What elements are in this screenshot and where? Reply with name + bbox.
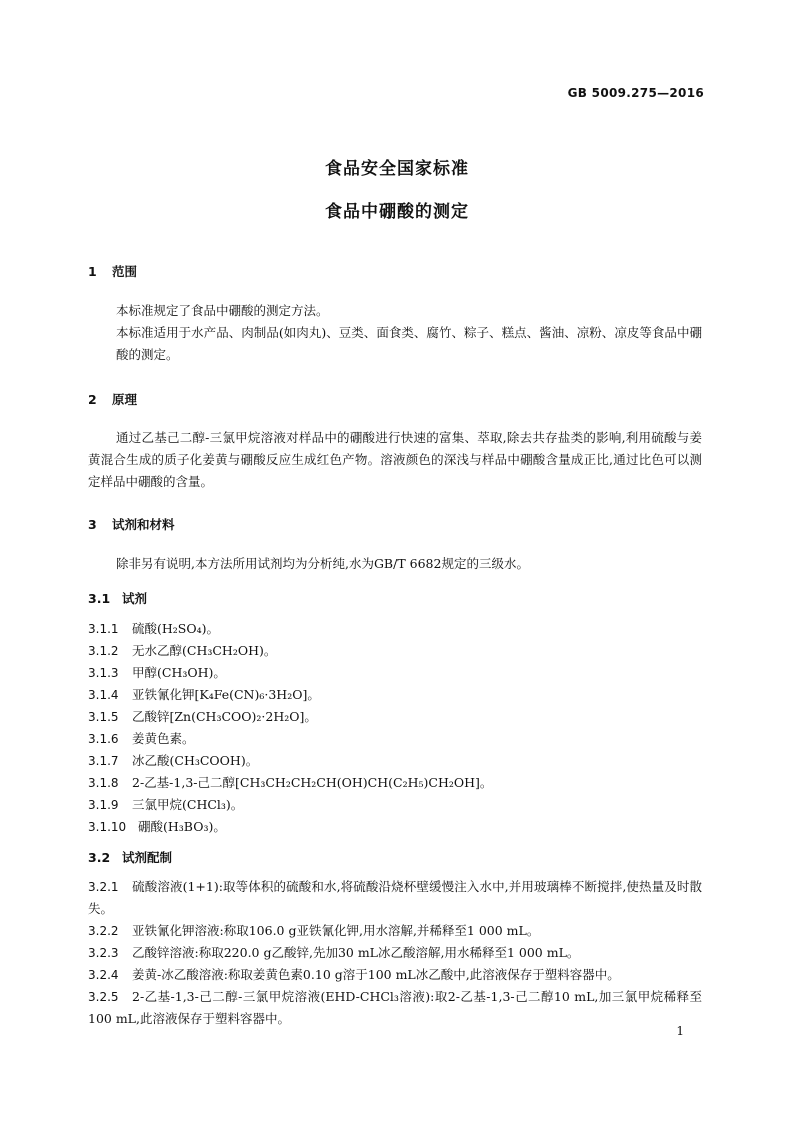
subsection-3-1-heading bbox=[88, 589, 147, 607]
paragraph-text: 本标准适用于水产品、肉制品(如肉丸)、豆类、面食类、腐竹、粽子、糕点、酱油、凉粉、凉皮等食品中硼酸的测定。 bbox=[116, 325, 702, 362]
sub-title: 食品中硼酸的测定 bbox=[325, 202, 469, 222]
standard-code: GB 5009.275—2016 bbox=[567, 86, 704, 100]
list-item bbox=[88, 618, 702, 640]
section-3-paragraph-1: 除非另有说明,本方法所用试剂均为分析纯,水为GB/T 6682规定的三级水。 bbox=[116, 556, 529, 571]
item-text: 乙酸锌[Zn(CH₃COO)₂·2H₂O]。 bbox=[132, 709, 317, 724]
section-1-paragraph-2 bbox=[88, 322, 702, 366]
item-number: 3.1.7 bbox=[88, 754, 119, 768]
section-3-heading bbox=[88, 515, 175, 533]
item-number: 3.1.2 bbox=[88, 644, 119, 658]
item-text: 亚铁氰化钾溶液:称取106.0 g亚铁氰化钾,用水溶解,并稀释至1 000 mL。 bbox=[132, 923, 540, 938]
list-item bbox=[88, 942, 702, 964]
section-1-heading bbox=[88, 262, 137, 280]
item-number: 3.1.1 bbox=[88, 622, 119, 636]
item-text: 姜黄-冰乙酸溶液:称取姜黄色素0.10 g溶于100 mL冰乙酸中,此溶液保存于塑料容器中。 bbox=[132, 967, 620, 982]
item-number: 3.2.2 bbox=[88, 924, 119, 938]
subsection-title: 试剂配制 bbox=[122, 850, 173, 865]
list-item bbox=[88, 750, 702, 772]
section-number: 3 bbox=[88, 517, 97, 532]
item-text: 亚铁氰化钾[K₄Fe(CN)₆·3H₂O]。 bbox=[132, 687, 320, 702]
list-item bbox=[88, 876, 702, 920]
list-item bbox=[88, 794, 702, 816]
item-text: 2-乙基-1,3-己二醇-三氯甲烷溶液(EHD-CHCl₃溶液):取2-乙基-1,3-己二醇10 mL,加三氯甲烷稀释至100 mL,此溶液保存于塑料容器中。 bbox=[88, 989, 702, 1026]
list-item bbox=[88, 986, 702, 1030]
list-item bbox=[88, 640, 702, 662]
section-number: 2 bbox=[88, 392, 97, 407]
item-number: 3.1.8 bbox=[88, 776, 119, 790]
section-title: 范围 bbox=[112, 264, 138, 279]
subsection-number: 3.1 bbox=[88, 591, 111, 606]
subsection-title: 试剂 bbox=[122, 591, 148, 606]
section-title: 原理 bbox=[112, 392, 138, 407]
section-title: 试剂和材料 bbox=[112, 517, 175, 532]
item-number: 3.1.3 bbox=[88, 666, 119, 680]
page-number: 1 bbox=[676, 1024, 684, 1038]
section-number: 1 bbox=[88, 264, 97, 279]
list-item bbox=[88, 964, 702, 986]
list-item bbox=[88, 920, 702, 942]
item-text: 硫酸(H₂SO₄)。 bbox=[132, 621, 219, 636]
main-title: 食品安全国家标准 bbox=[325, 159, 469, 179]
item-number: 3.2.4 bbox=[88, 968, 119, 982]
section-2-paragraph-1: 通过乙基己二醇-三氯甲烷溶液对样品中的硼酸进行快速的富集、萃取,除去共存盐类的影响,利用硫酸与姜黄混合生成的质子化姜黄与硼酸反应生成红色产物。溶液颜色的深浅与样品中硼酸含量成正比,通过比色可以测定样品中硼酸的含量。 bbox=[88, 430, 702, 489]
subsection-number: 3.2 bbox=[88, 850, 111, 865]
list-item bbox=[88, 816, 702, 838]
list-item bbox=[88, 706, 702, 728]
section-1-paragraph-1: 本标准规定了食品中硼酸的测定方法。 bbox=[116, 303, 329, 318]
item-number: 3.1.10 bbox=[88, 820, 127, 834]
item-number: 3.2.1 bbox=[88, 880, 119, 894]
item-text: 无水乙醇(CH₃CH₂OH)。 bbox=[132, 643, 277, 658]
item-number: 3.1.6 bbox=[88, 732, 119, 746]
item-number: 3.1.4 bbox=[88, 688, 119, 702]
list-item bbox=[88, 772, 702, 794]
item-text: 冰乙酸(CH₃COOH)。 bbox=[132, 753, 259, 768]
list-item bbox=[88, 684, 702, 706]
section-2-heading bbox=[88, 390, 137, 408]
item-text: 硫酸溶液(1+1):取等体积的硫酸和水,将硫酸沿烧杯壁缓慢注入水中,并用玻璃棒不断搅拌,使热量及时散失。 bbox=[88, 879, 702, 916]
item-text: 2-乙基-1,3-己二醇[CH₃CH₂CH₂CH(OH)CH(C₂H₅)CH₂OH]。 bbox=[132, 775, 493, 790]
item-text: 硼酸(H₃BO₃)。 bbox=[138, 819, 226, 834]
list-item bbox=[88, 662, 702, 684]
item-text: 乙酸锌溶液:称取220.0 g乙酸锌,先加30 mL冰乙酸溶解,用水稀释至1 000 mL。 bbox=[132, 945, 580, 960]
item-number: 3.1.5 bbox=[88, 710, 119, 724]
item-number: 3.2.5 bbox=[88, 990, 119, 1004]
item-number: 3.1.9 bbox=[88, 798, 119, 812]
list-item bbox=[88, 728, 702, 750]
item-text: 三氯甲烷(CHCl₃)。 bbox=[132, 797, 244, 812]
subsection-3-2-heading bbox=[88, 848, 172, 866]
item-text: 姜黄色素。 bbox=[132, 731, 195, 746]
item-text: 甲醇(CH₃OH)。 bbox=[132, 665, 226, 680]
item-number: 3.2.3 bbox=[88, 946, 119, 960]
